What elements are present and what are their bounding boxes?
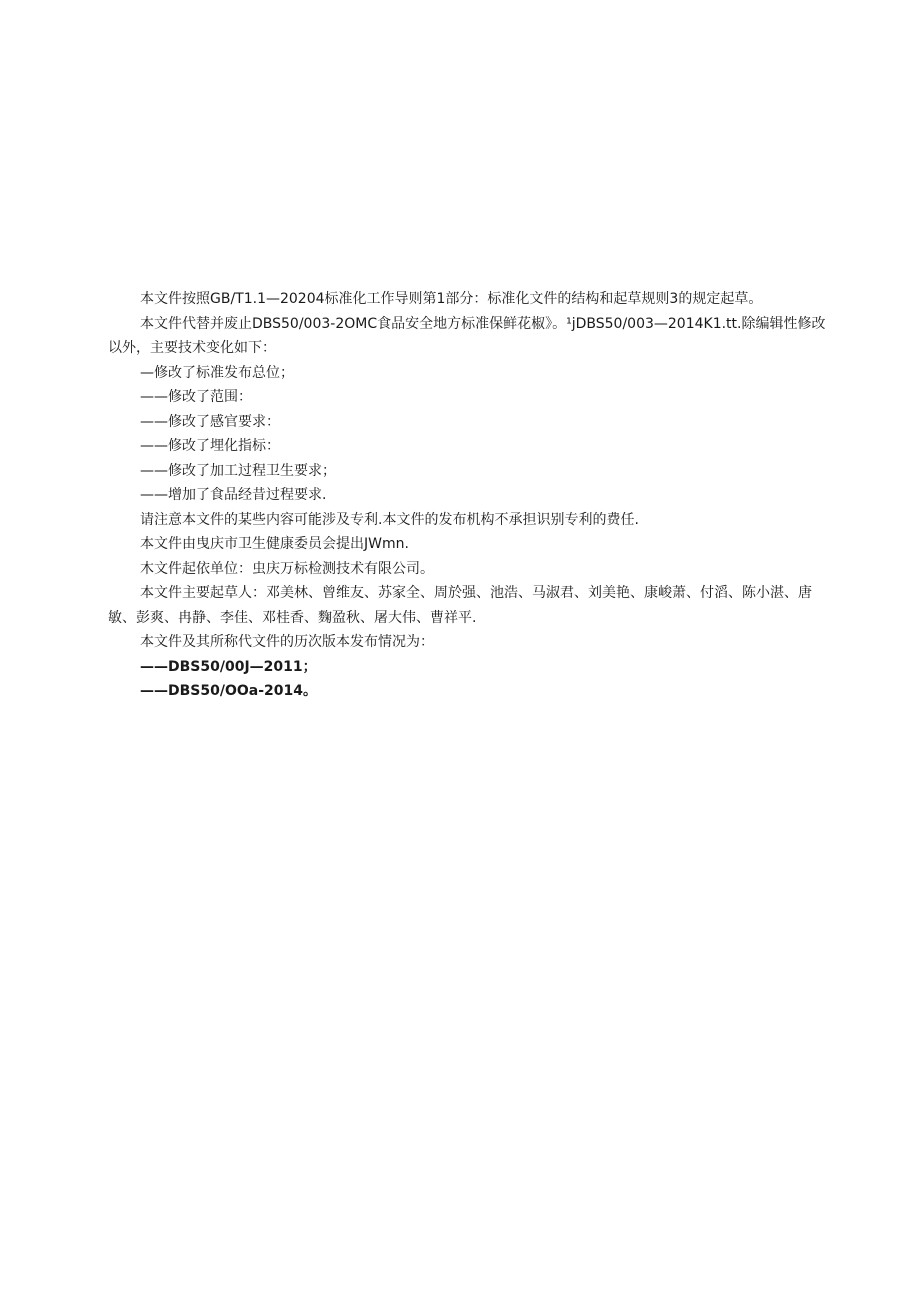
replacement-paragraph: 本文件代替并废止DBS50/003-2OMC食品安全地方标准保鲜花椒》。¹jDBS50/003—2014K1.tt.除编辑性修改以外，主要技术变化如下： xyxy=(108,315,826,356)
foreword-content xyxy=(108,287,836,704)
drafting-rules-paragraph: 本文件按照GB/T1.1—20204标准化工作导则第1部分：标准化文件的结构和起草规则3的规定起草。 xyxy=(140,291,763,307)
version-history-list xyxy=(108,655,836,704)
version-item: ——DBS50/00J—2011； xyxy=(140,658,317,675)
version-history-paragraph: 本文件及其所称代文件的历次版本发布情况为： xyxy=(140,634,434,650)
change-item: ——修改了加工过程卫生要求； xyxy=(140,462,336,479)
change-item: ——增加了食品经昔过程要求. xyxy=(140,487,327,503)
drafters-paragraph: 本文件主要起草人：邓美林、曾维友、苏家全、周於强、池浩、马淑君、刘美艳、康峻萧、付滔、陈小湛、唐敏、彭爽、冉静、李佳、邓桂香、麴盈秋、屠大伟、曹祥平. xyxy=(108,585,812,626)
version-item: ——DBS50/OOa-2014。 xyxy=(140,683,317,699)
drafting-unit-paragraph: 木文件起依单位：虫庆万标检测技术有限公司。 xyxy=(140,560,434,577)
change-item: ——修改了感官要求： xyxy=(140,413,280,430)
change-item: ——修改了埋化指标： xyxy=(140,438,280,454)
change-item: —修改了标准发布总位； xyxy=(140,364,294,381)
patent-notice-paragraph: 请注意本文件的某些内容可能涉及专利.本文件的发布机构不承担识别专利的费任. xyxy=(140,511,639,528)
change-item: ——修改了范围： xyxy=(140,389,252,405)
technical-changes-list xyxy=(108,361,836,508)
proposer-paragraph: 本文件由曳庆市卫生健康委员会提出JWmn. xyxy=(140,536,409,552)
